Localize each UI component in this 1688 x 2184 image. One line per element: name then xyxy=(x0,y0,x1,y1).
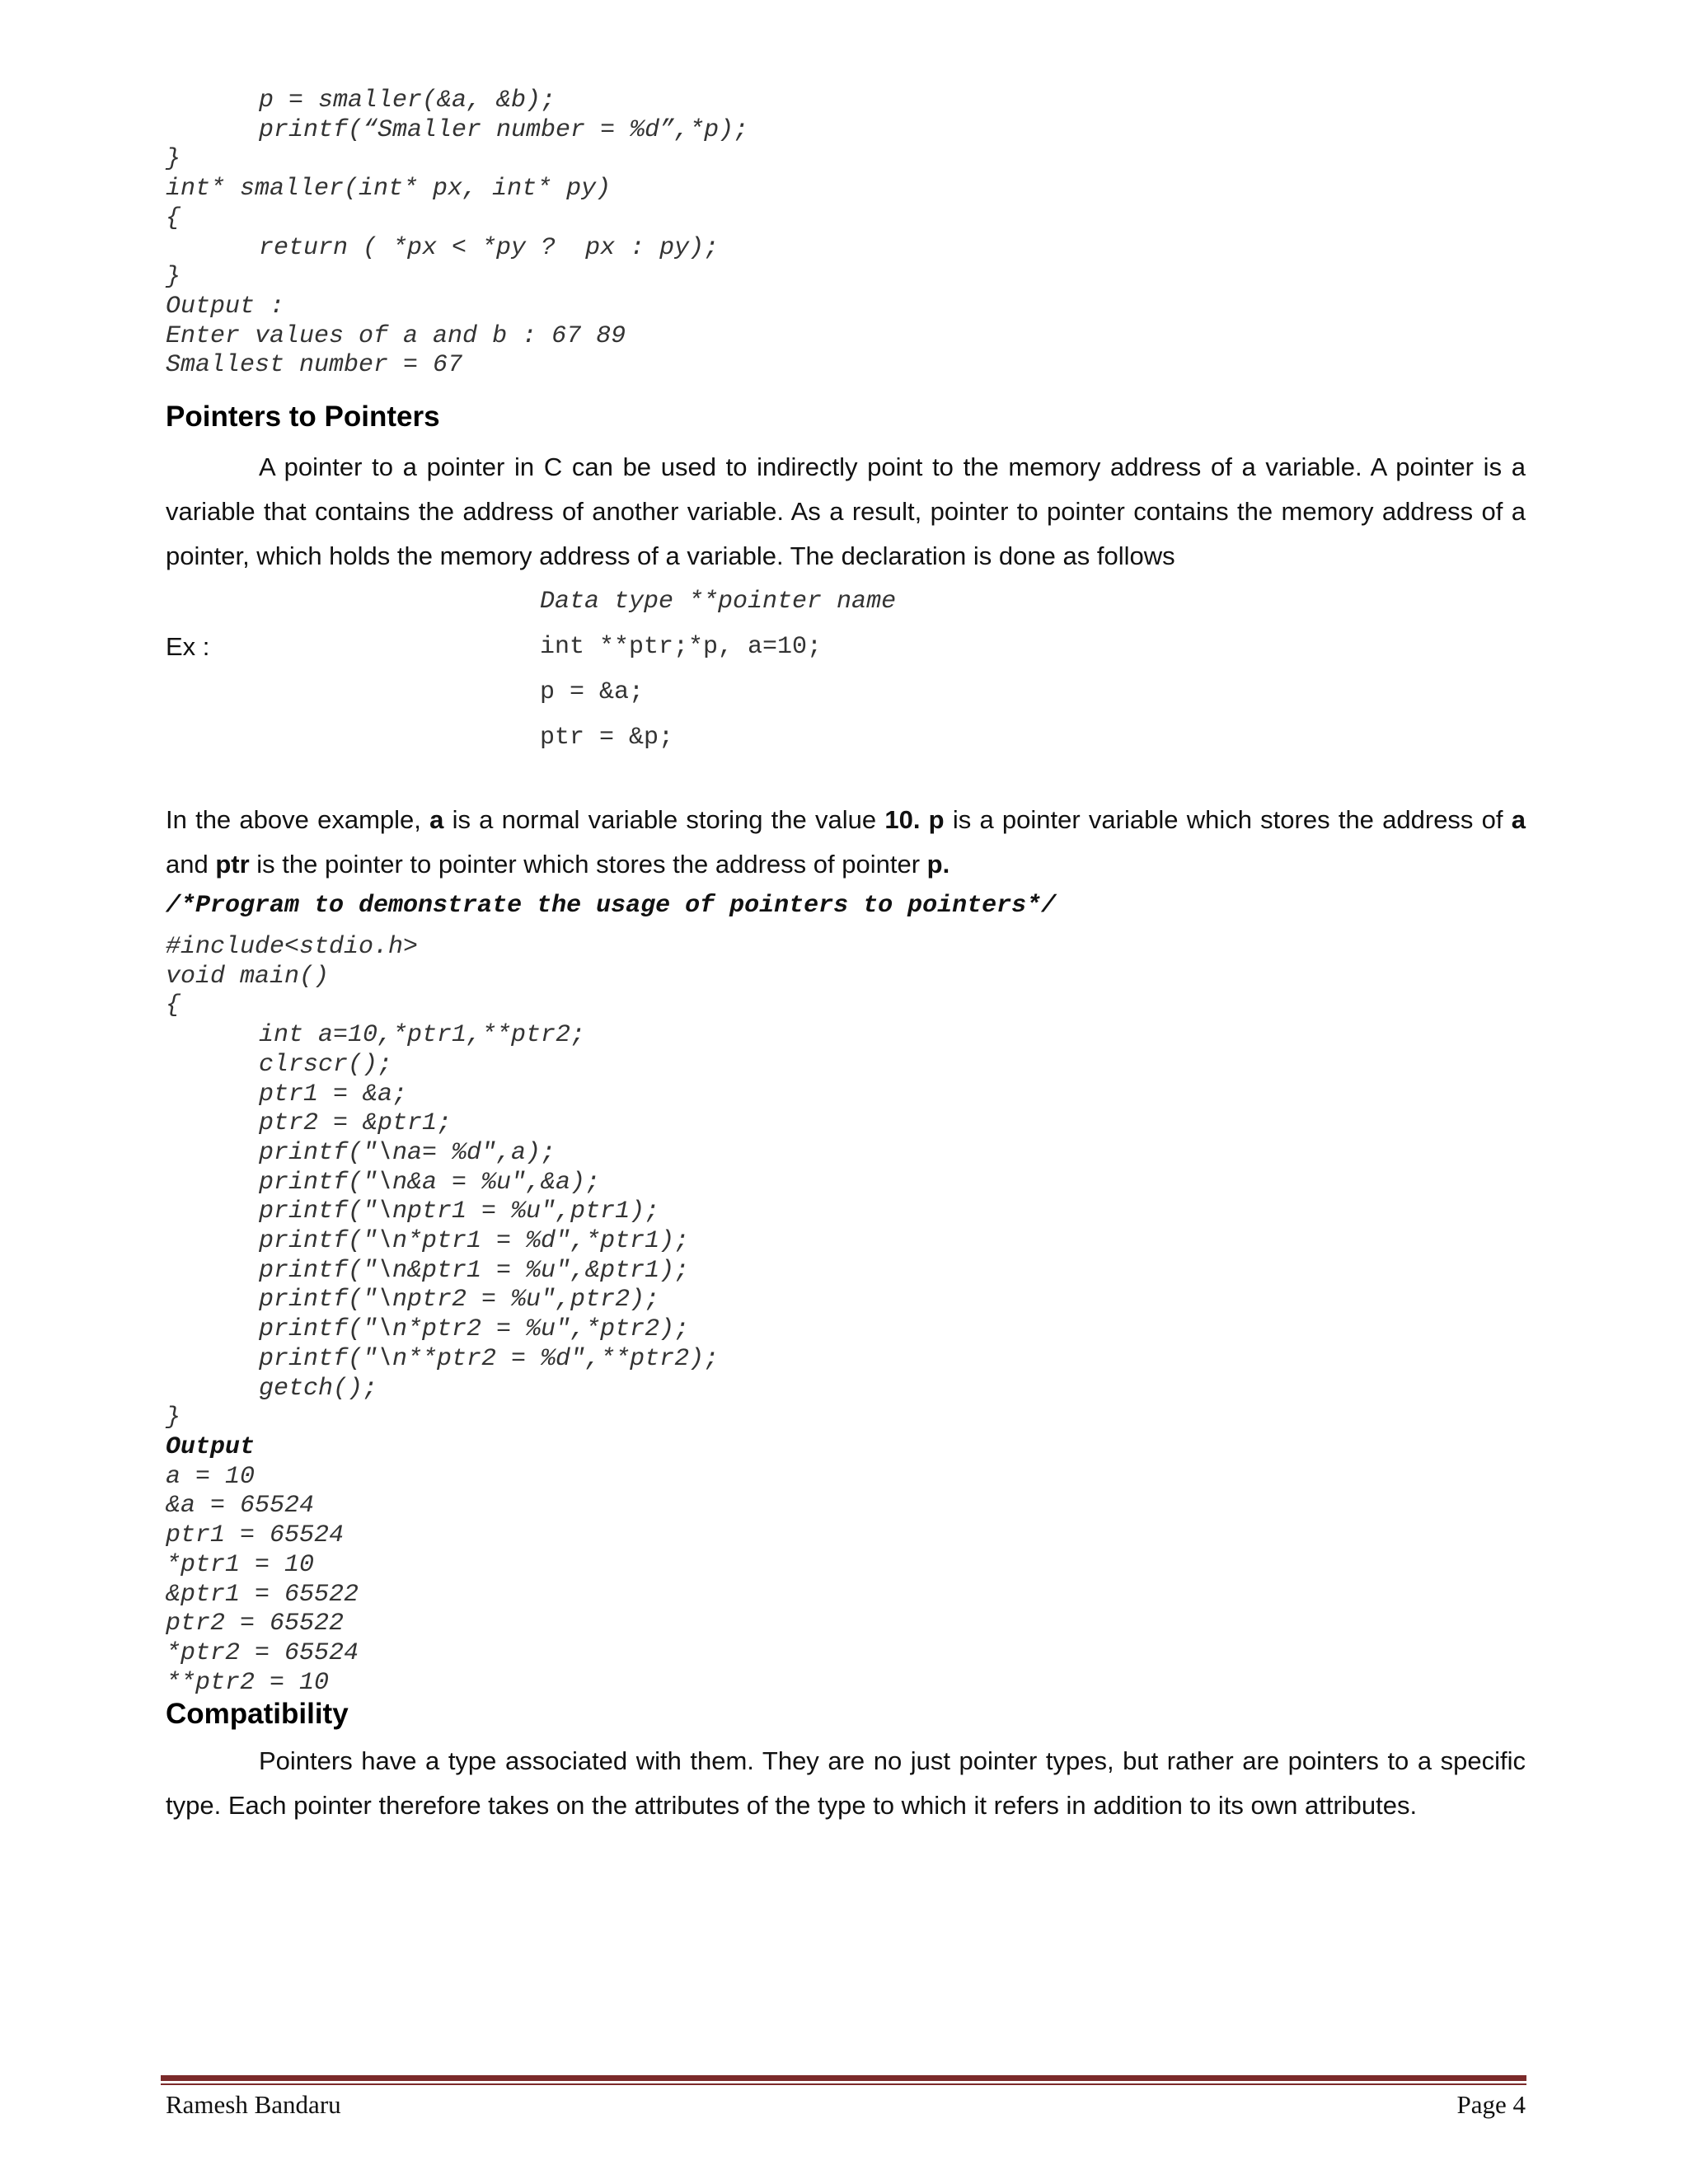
code-line: } xyxy=(166,145,181,174)
compatibility-paragraph: Pointers have a type associated with them. They are no just pointer types, but rather are pointers to a specific type. Each pointer therefore takes on the attributes of the type to which it refers in addition to its own attributes. xyxy=(166,1746,1526,1821)
section-heading-pointers-to-pointers: Pointers to Pointers xyxy=(166,401,440,434)
output-line: ptr1 = 65524 xyxy=(166,1521,345,1550)
program-line: int a=10,*ptr1,**ptr2; xyxy=(259,1021,586,1050)
program-line: } xyxy=(166,1404,181,1432)
program-line: printf("\na= %d",a); xyxy=(259,1138,556,1167)
output-line: &ptr1 = 65522 xyxy=(166,1580,359,1609)
program-line: { xyxy=(166,991,181,1020)
program-line: void main() xyxy=(166,962,330,991)
example-line: ptr = &p; xyxy=(540,723,674,752)
output-line: **ptr2 = 10 xyxy=(166,1668,330,1697)
footer-author: Ramesh Bandaru xyxy=(166,2090,341,2119)
syntax-row xyxy=(166,579,1526,624)
pointers-paragraph: A pointer to a pointer in C can be used to indirectly point to the memory address of a variable. A pointer is a variable that contains the address of another variable. As a result, pointer to pointer contains the memory address of a pointer, which holds the memory address of a variable. The declaration is done as follows xyxy=(166,452,1526,571)
program-line: #include<stdio.h> xyxy=(166,933,419,962)
syntax-line: Data type **pointer name xyxy=(540,587,897,616)
example-row-3 xyxy=(166,715,1526,760)
output-line: *ptr2 = 65524 xyxy=(166,1638,359,1667)
program-line: printf("\nptr2 = %u",ptr2); xyxy=(259,1286,660,1315)
code-block-top xyxy=(166,87,1526,381)
output-line: &a = 65524 xyxy=(166,1492,315,1521)
program-line: printf("\n*ptr1 = %d",*ptr1); xyxy=(259,1227,690,1256)
example-label: Ex : xyxy=(166,631,210,661)
footer-page-number: Page 4 xyxy=(1456,2090,1526,2119)
program-line: printf("\n**ptr2 = %d",**ptr2); xyxy=(259,1344,720,1373)
footer-rule xyxy=(161,2075,1526,2085)
code-line: Enter values of a and b : 67 89 xyxy=(166,321,626,350)
code-line: Output : xyxy=(166,292,285,321)
code-line: return ( *px < *py ? px : py); xyxy=(259,233,720,262)
program-comment: /*Program to demonstrate the usage of pointers to pointers*/ xyxy=(166,892,1057,921)
program-code-block xyxy=(166,933,1526,1433)
program-line: printf("\n&a = %u",&a); xyxy=(259,1168,601,1197)
program-line: ptr2 = &ptr1; xyxy=(259,1109,452,1138)
code-line: printf(“Smaller number = %d”,*p); xyxy=(259,115,749,144)
program-line: getch(); xyxy=(259,1374,378,1403)
code-line: } xyxy=(166,263,181,292)
code-line: { xyxy=(166,204,181,232)
page-content xyxy=(166,87,1526,1828)
output-block xyxy=(166,1463,1526,1699)
example-line: int **ptr;*p, a=10; xyxy=(540,632,823,661)
example-line: p = &a; xyxy=(540,677,645,706)
program-line: printf("\n&ptr1 = %u",&ptr1); xyxy=(259,1256,690,1285)
page-footer xyxy=(166,2090,1526,2120)
program-line: printf("\nptr1 = %u",ptr1); xyxy=(259,1197,660,1226)
example-row-1 xyxy=(166,624,1526,669)
output-label: Output xyxy=(166,1432,256,1461)
section-heading-compatibility: Compatibility xyxy=(166,1698,349,1731)
output-line: ptr2 = 65522 xyxy=(166,1610,345,1638)
output-line: *ptr1 = 10 xyxy=(166,1550,315,1579)
code-line: p = smaller(&a, &b); xyxy=(259,87,556,115)
program-line: ptr1 = &a; xyxy=(259,1080,408,1108)
code-line: Smallest number = 67 xyxy=(166,351,463,380)
program-line: clrscr(); xyxy=(259,1050,393,1079)
example-row-2 xyxy=(166,669,1526,715)
code-line: int* smaller(int* px, int* py) xyxy=(166,175,612,204)
explanation-paragraph: In the above example, a is a normal variable storing the value 10. p is a pointer variable which stores the address of a and ptr is the pointer to pointer which stores the address of pointer p. xyxy=(166,805,1526,879)
output-line: a = 10 xyxy=(166,1462,256,1491)
program-line: printf("\n*ptr2 = %u",*ptr2); xyxy=(259,1315,690,1344)
